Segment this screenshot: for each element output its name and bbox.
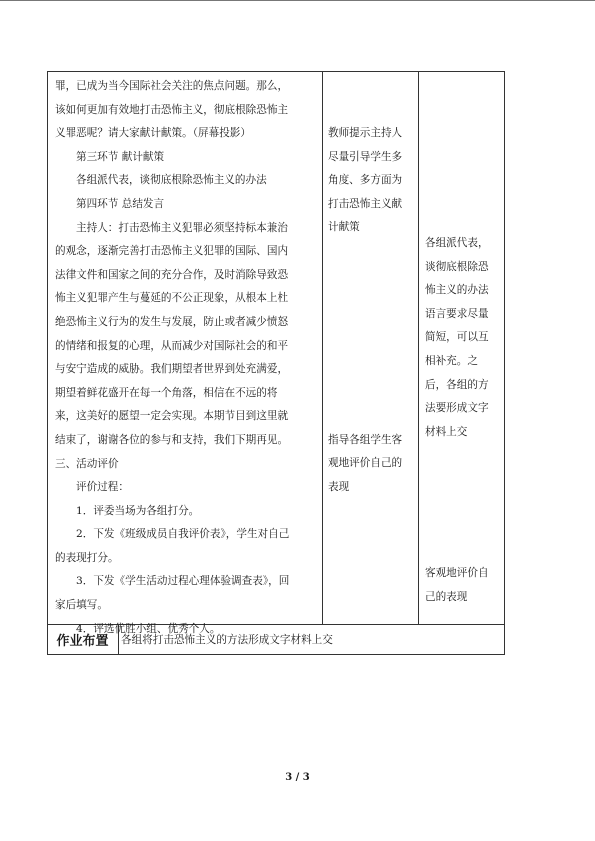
- text-line: 计献策: [328, 221, 360, 234]
- text-line: [425, 492, 501, 516]
- text-line: 期望着鲜花盛开在每一个角落，相信在不远的将: [55, 386, 278, 399]
- text-line: 结束了，谢谢各位的参与和支持，我们下期再见。: [55, 433, 289, 446]
- text-line: 怖主义犯罪产生与蔓延的不公正现象，从根本上杜: [55, 292, 289, 305]
- text-line: [328, 334, 416, 358]
- text-line: [425, 444, 501, 468]
- homework-label: 作业布置: [56, 634, 109, 649]
- text-line: 各组派代表，谈彻底根除恐怖主义的办法: [76, 174, 267, 187]
- text-line: [328, 264, 416, 288]
- text-line: [328, 382, 416, 406]
- text-line: 角度、多方面为: [328, 174, 403, 187]
- text-line: 怖主义的办法: [425, 284, 489, 297]
- text-line: 三、活动评价: [55, 457, 119, 470]
- text-line: 语言要求尽量: [425, 307, 489, 320]
- text-line: 第四环节 总结发言: [76, 197, 165, 210]
- text-line: 简短，可以互: [425, 331, 489, 344]
- text-line: 谈彻底根除恐: [425, 260, 489, 273]
- text-line: [328, 358, 416, 382]
- text-line: 1．评委当场为各组打分。: [76, 504, 200, 517]
- text-line: 指导各组学生客: [328, 433, 403, 446]
- text-line: 4．评选优胜小组、优秀个人。: [76, 622, 221, 635]
- text-line: 法律文件和国家之间的充分合作，及时消除导致恐: [55, 268, 289, 281]
- text-line: [328, 287, 416, 311]
- text-line: 家后填写。: [55, 599, 108, 612]
- text-line: [328, 405, 416, 429]
- activity-process-column: [55, 75, 319, 641]
- text-line: 的情绪和报复的心理，从而减少对国际社会的和平: [55, 339, 289, 352]
- text-line: 2．下发《班级成员自我评价表》，学生对自己: [76, 528, 290, 541]
- text-line: 相补充。之: [425, 354, 478, 367]
- text-line: 客观地评价自: [425, 567, 489, 580]
- homework-text: 各组将打击恐怖主义的方法形成文字材料上交: [121, 634, 333, 646]
- text-line: 与安宁造成的威胁。我们期望者世界到处充满爱，: [55, 363, 289, 376]
- text-line: 教师提示主持人: [328, 127, 403, 139]
- text-line: 打击恐怖主义献: [328, 197, 403, 210]
- text-line: 观地评价自己的: [328, 457, 403, 470]
- text-line: 义罪恶呢？请大家献计献策。（屏幕投影）: [55, 127, 251, 140]
- text-line: 法要形成文字: [425, 402, 489, 415]
- text-line: 表现: [328, 480, 350, 493]
- text-line: 己的表现: [425, 590, 468, 603]
- text-line: 来，这美好的愿望一定会实现。本期节目到这里就: [55, 410, 289, 423]
- text-line: 绝恐怖主义行为的发生与发展，防止或者减少愤怒: [55, 315, 289, 328]
- column-divider: [418, 71, 419, 624]
- text-line: [425, 539, 501, 563]
- text-line: [328, 311, 416, 335]
- page-number: 3 / 3: [285, 772, 310, 783]
- text-line: 尽量引导学生多: [328, 150, 403, 163]
- text-line: 该如何更加有效地打击恐怖主义，彻底根除恐怖主: [55, 103, 289, 116]
- column-divider: [322, 71, 323, 624]
- text-line: 第三环节 献计献策: [76, 150, 165, 163]
- text-line: 材料上交: [425, 425, 468, 438]
- text-line: 罪，已成为当今国际社会关注的焦点问题。那么，: [55, 80, 289, 92]
- text-line: [328, 240, 416, 264]
- text-line: [425, 515, 501, 539]
- text-line: 各组派代表，: [425, 237, 489, 249]
- text-line: 评价过程：: [76, 481, 129, 494]
- teacher-guidance-column: [328, 122, 416, 500]
- text-line: 的观念，逐渐完善打击恐怖主义犯罪的国际、国内: [55, 245, 289, 258]
- text-line: 后，各组的方: [425, 378, 489, 391]
- student-activity-column: [425, 232, 501, 610]
- text-line: 主持人：打击恐怖主义犯罪必须坚持标本兼治: [76, 221, 288, 234]
- text-line: [425, 468, 501, 492]
- text-line: 的表现打分。: [55, 551, 119, 564]
- top-rule: [0, 0, 595, 1]
- text-line: 3．下发《学生活动过程心理体验调查表》，回: [76, 575, 290, 588]
